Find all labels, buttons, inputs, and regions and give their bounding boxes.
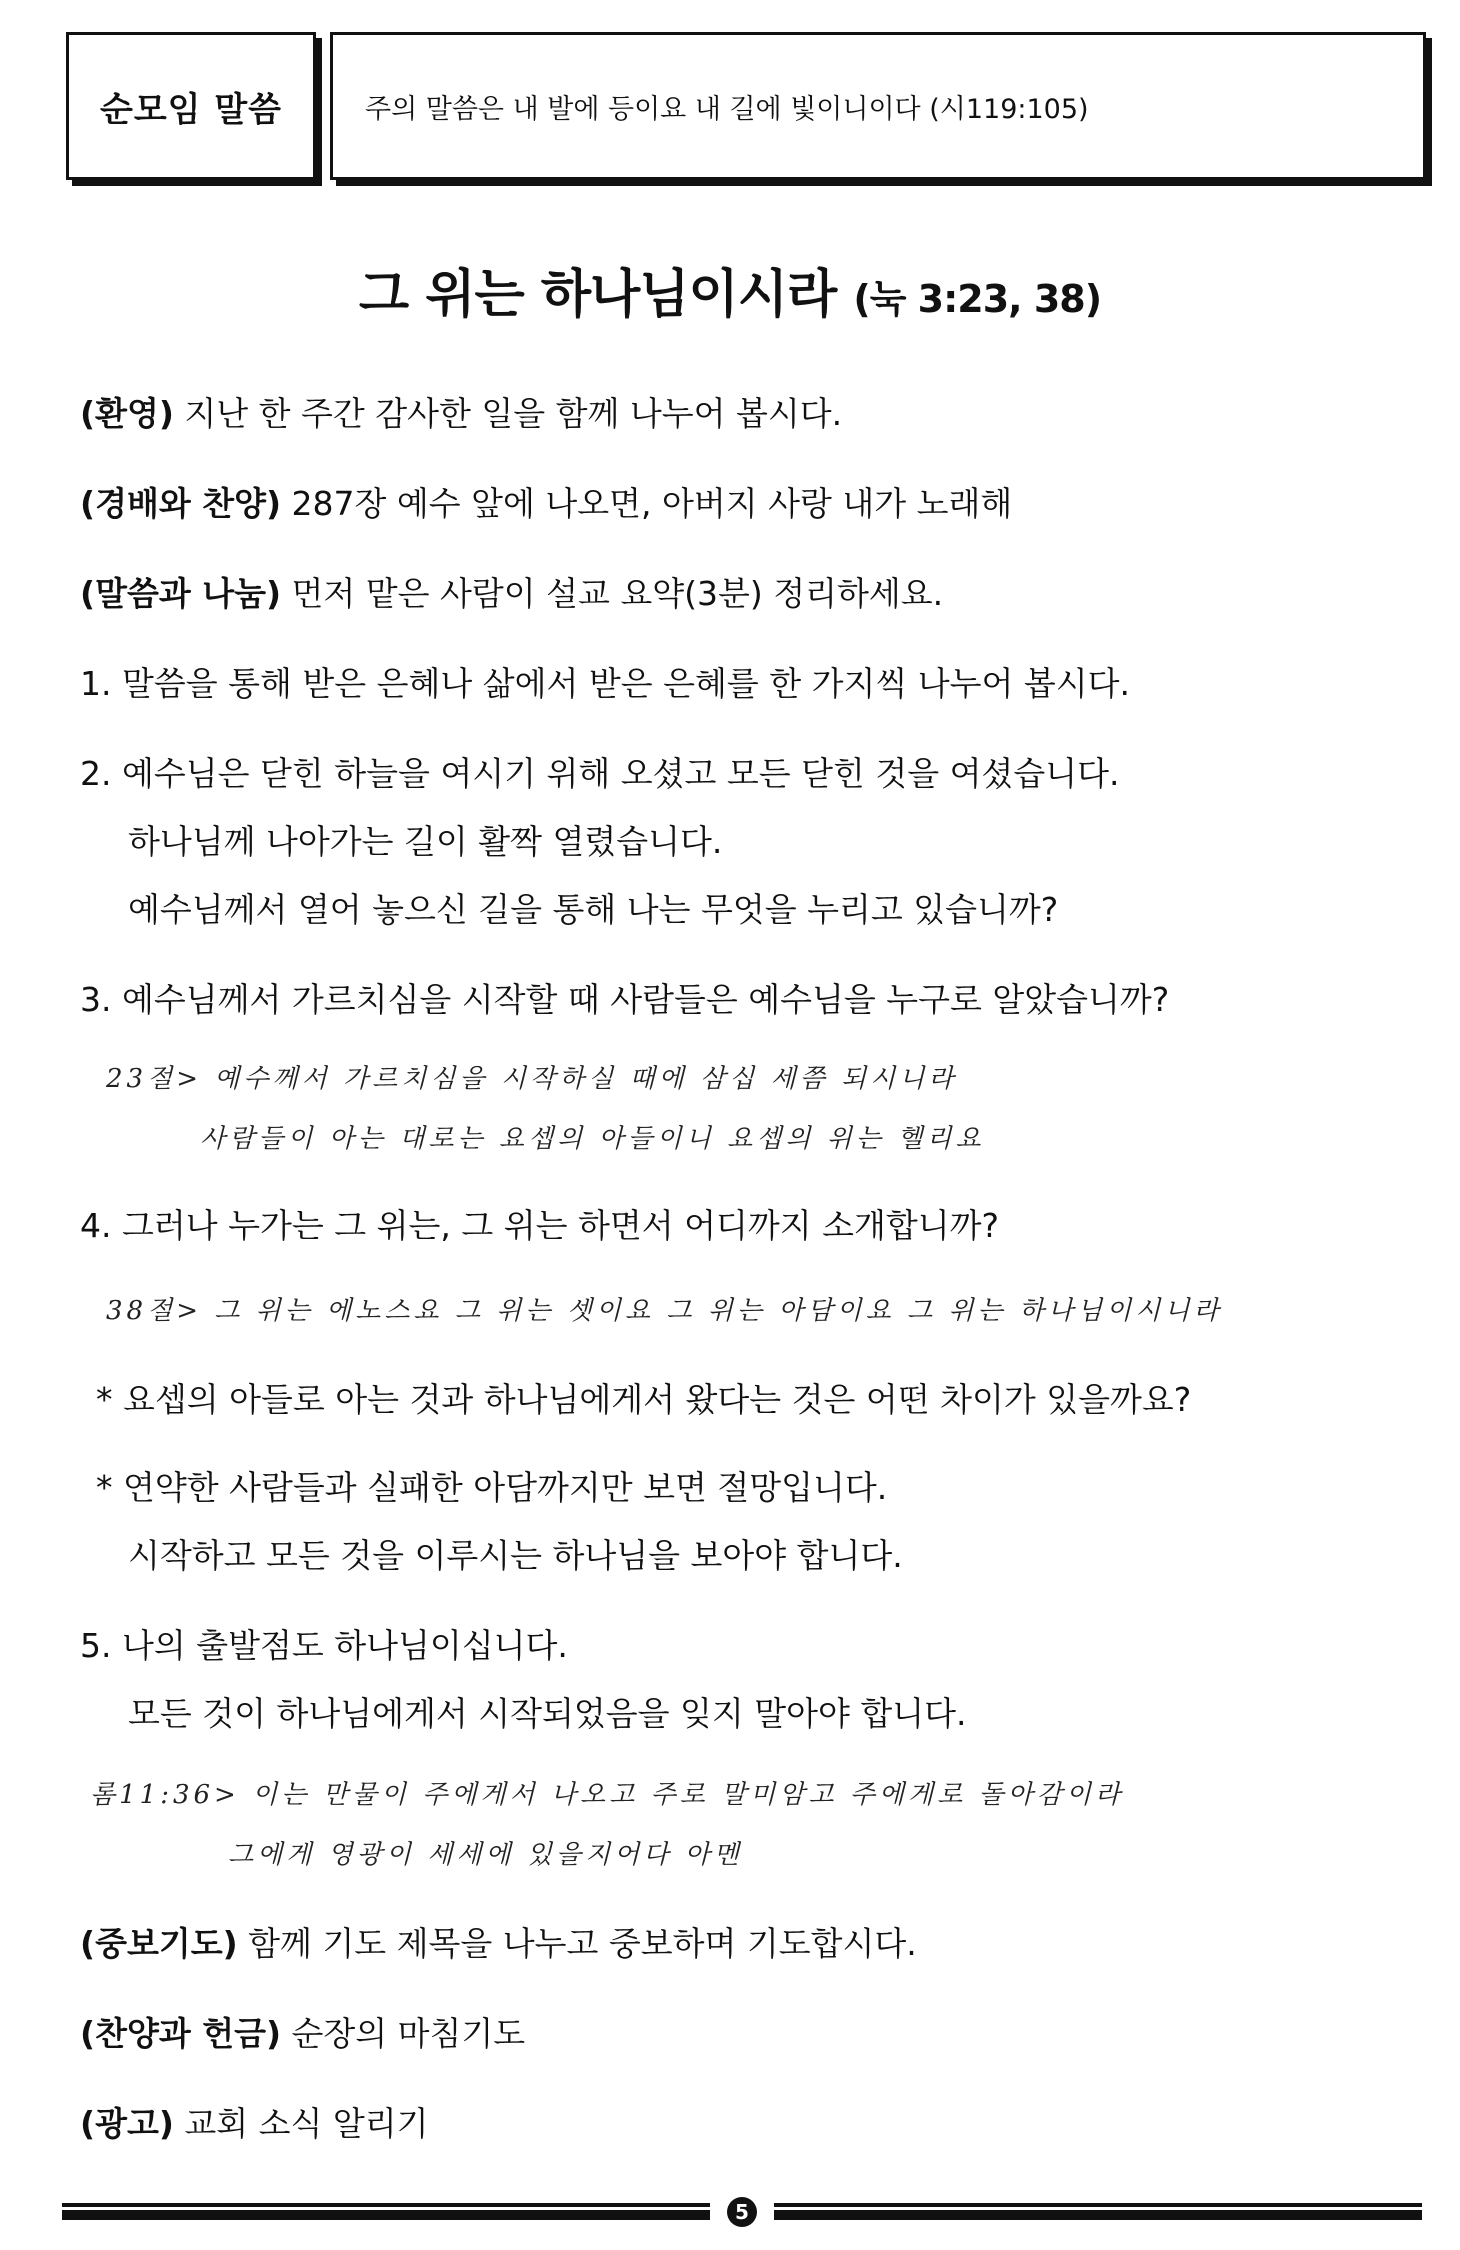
question-1: 1. 말씀을 통해 받은 은혜나 삶에서 받은 은혜를 한 가지씩 나누어 봅시다. — [80, 664, 1130, 703]
notice-line — [80, 2098, 429, 2145]
question-3: 3. 예수님께서 가르치심을 시작할 때 사람들은 예수님을 누구로 알았습니까? — [80, 980, 1170, 1019]
title-ref: (눅 3:23, 38) — [853, 277, 1102, 321]
page-footer — [62, 2200, 1422, 2226]
verse-23-line-1: 23절> 예수께서 가르치심을 시작하실 때에 삼십 세쯤 되시니라 — [106, 1064, 958, 1094]
header-verse: 주의 말씀은 내 발에 등이요 내 길에 빛이니이다 (시119:105) — [365, 93, 1089, 125]
note-1: * 요셉의 아들로 아는 것과 하나님에게서 왔다는 것은 어떤 차이가 있을까요? — [96, 1380, 1192, 1419]
word-line — [80, 568, 943, 615]
closing-tag: (찬양과 헌금) — [80, 2014, 282, 2053]
header-label: 순모임 말씀 — [99, 89, 283, 130]
prayer-tag: (중보기도) — [80, 1924, 238, 1963]
closing-text: 순장의 마침기도 — [281, 2014, 526, 2053]
question-2: 2. 예수님은 닫힌 하늘을 여시기 위해 오셨고 모든 닫힌 것을 여셨습니다. — [80, 754, 1120, 793]
romans-line-2: 그에게 영광이 세세에 있을지어다 아멘 — [228, 1840, 743, 1870]
question-5-line-2: 모든 것이 하나님에게서 시작되었음을 잊지 말아야 합니다. — [128, 1694, 967, 1733]
question-4: 4. 그러나 누가는 그 위는, 그 위는 하면서 어디까지 소개합니까? — [80, 1206, 999, 1245]
word-text: 먼저 맡은 사람이 설교 요약(3분) 정리하세요. — [281, 574, 944, 613]
welcome-line — [80, 388, 842, 435]
page-number: 5 — [727, 2197, 757, 2227]
title-main: 그 위는 하나님이시라 — [358, 265, 837, 325]
welcome-tag: (환영) — [80, 394, 174, 433]
header-label-box — [66, 32, 316, 180]
worship-line — [80, 478, 1012, 525]
question-5: 5. 나의 출발점도 하나님이십니다. — [80, 1626, 568, 1665]
verse-38: 38절> 그 위는 에노스요 그 위는 셋이요 그 위는 아담이요 그 위는 하나님이시니라 — [106, 1296, 1223, 1326]
note-2: * 연약한 사람들과 실패한 아담까지만 보면 절망입니다. — [96, 1468, 888, 1507]
closing-line — [80, 2008, 525, 2055]
note-2-line-2: 시작하고 모든 것을 이루시는 하나님을 보아야 합니다. — [128, 1536, 903, 1575]
romans-line-1: 롬11:36> 이는 만물이 주에게서 나오고 주로 말미암고 주에게로 돌아감이라 — [90, 1780, 1125, 1810]
worship-tag: (경배와 찬양) — [80, 484, 282, 523]
footer-rule-left — [62, 2200, 710, 2226]
worship-text: 287장 예수 앞에 나오면, 아버지 사랑 내가 노래해 — [281, 484, 1013, 523]
question-2-line-3: 예수님께서 열어 놓으신 길을 통해 나는 무엇을 누리고 있습니까? — [128, 890, 1059, 929]
question-2-line-2: 하나님께 나아가는 길이 활짝 열렸습니다. — [128, 822, 723, 861]
header-verse-box — [330, 32, 1426, 180]
welcome-text: 지난 한 주간 감사한 일을 함께 나누어 봅시다. — [173, 394, 843, 433]
prayer-line — [80, 1918, 917, 1965]
verse-23-line-2: 사람들이 아는 대로는 요셉의 아들이니 요셉의 위는 헬리요 — [200, 1124, 985, 1154]
word-tag: (말씀과 나눔) — [80, 574, 282, 613]
footer-rule-right — [774, 2200, 1422, 2226]
notice-tag: (광고) — [80, 2104, 174, 2143]
page-title — [0, 252, 1460, 327]
prayer-text: 함께 기도 제목을 나누고 중보하며 기도합시다. — [237, 1924, 917, 1963]
notice-text: 교회 소식 알리기 — [173, 2104, 429, 2143]
